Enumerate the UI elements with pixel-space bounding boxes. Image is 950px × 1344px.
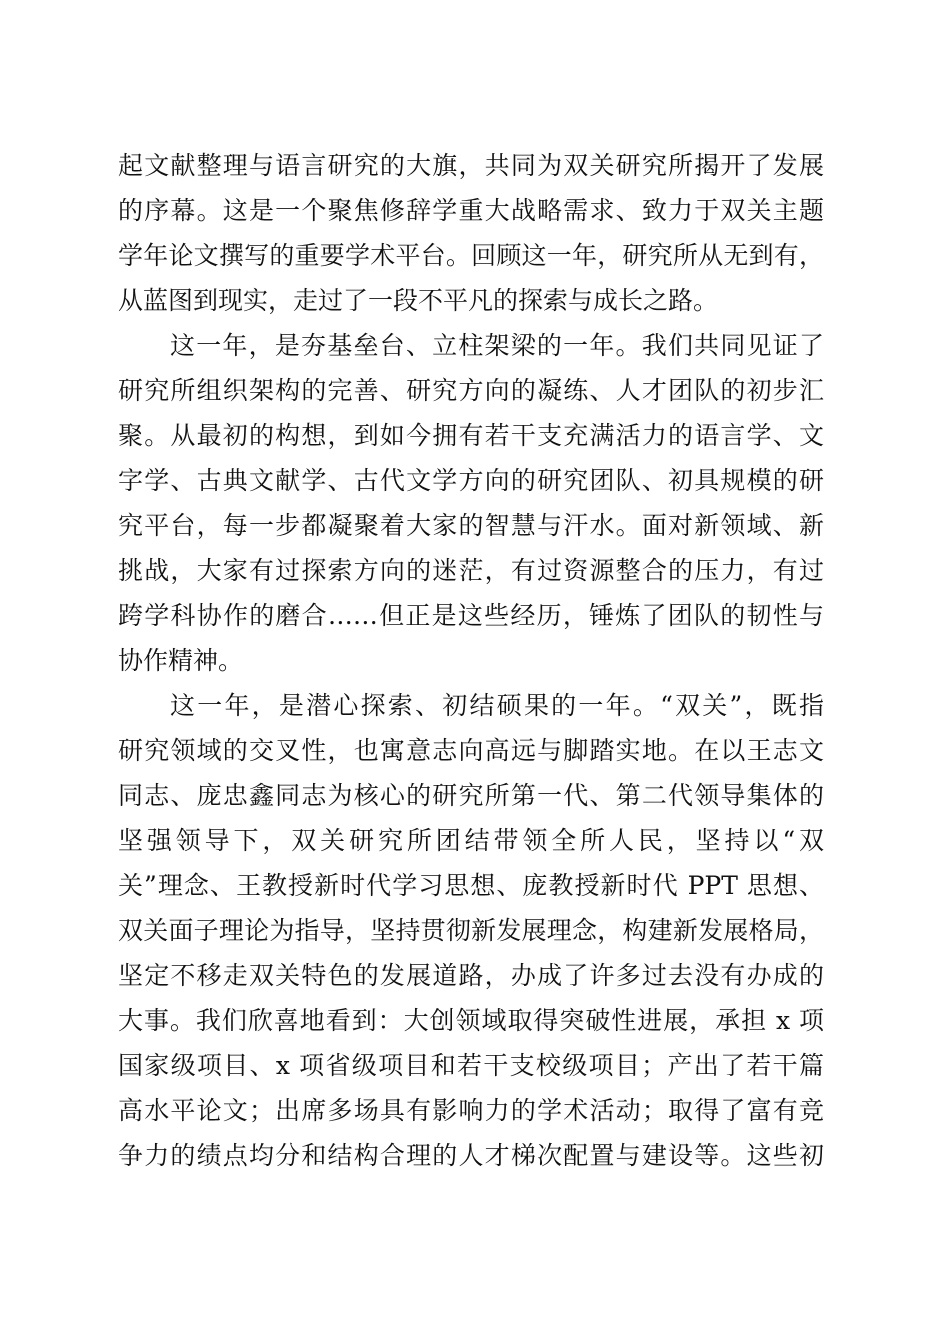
text-line: 的序幕。这是一个聚焦修辞学重大战略需求、致力于双关主题 [118,196,824,225]
text-line: 坚强领导下，双关研究所团结带领全所人民，坚持以“双 [118,826,824,855]
text-line: 这一年，是夯基垒台、立柱架梁的一年。我们共同见证了 [170,331,824,360]
text-line: 字学、古典文献学、古代文学方向的研究团队、初具规模的研 [118,466,824,495]
text-line: 学年论文撰写的重要学术平台。回顾这一年，研究所从无到有， [118,241,824,270]
text-line: 争力的绩点均分和结构合理的人才梯次配置与建设等。这些初 [118,1141,824,1170]
text-line: 高水平论文；出席多场具有影响力的学术活动；取得了富有竞 [118,1096,824,1125]
text-line: 协作精神。 [118,646,244,675]
text-line: 这一年，是潜心探索、初结硕果的一年。“双关”，既指 [170,691,824,720]
text-line: 从蓝图到现实，走过了一段不平凡的探索与成长之路。 [118,286,719,315]
paragraph [118,323,824,683]
text-line: 究平台，每一步都凝聚着大家的智慧与汗水。面对新领域、新 [118,511,824,540]
text-line: 聚。从最初的构想，到如今拥有若干支充满活力的语言学、文 [118,421,824,450]
text-line: 同志、庞忠鑫同志为核心的研究所第一代、第二代领导集体的 [118,781,824,810]
text-line: 坚定不移走双关特色的发展道路，办成了许多过去没有办成的 [118,961,824,990]
text-line: 关”理念、王教授新时代学习思想、庞教授新时代 PPT 思想、 [118,871,824,900]
text-line: 研究领域的交叉性，也寓意志向高远与脚踏实地。在以王志文 [118,736,824,765]
paragraph [118,683,824,1178]
text-line: 研究所组织架构的完善、研究方向的凝练、人才团队的初步汇 [118,376,824,405]
document-page [118,143,824,1178]
text-line: 起文献整理与语言研究的大旗，共同为双关研究所揭开了发展 [118,151,824,180]
text-line: 跨学科协作的磨合……但正是这些经历，锤炼了团队的韧性与 [118,601,824,630]
paragraph [118,143,824,323]
text-line: 挑战，大家有过探索方向的迷茫，有过资源整合的压力，有过 [118,556,824,585]
text-line: 双关面子理论为指导，坚持贯彻新发展理念，构建新发展格局， [118,916,824,945]
text-line: 大事。我们欣喜地看到：大创领域取得突破性进展，承担 x 项 [118,1006,824,1035]
text-line: 国家级项目、x 项省级项目和若干支校级项目；产出了若干篇 [118,1051,824,1080]
